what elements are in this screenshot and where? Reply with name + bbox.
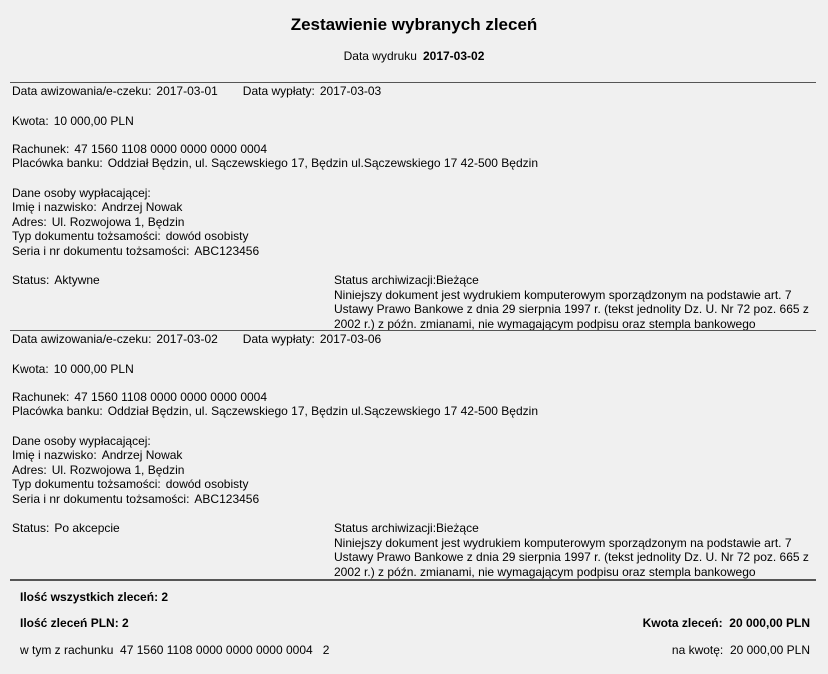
status-label: Status: <box>12 521 50 535</box>
record-status <box>12 273 100 287</box>
typ-dok-label: Typ dokumentu tożsamości: <box>12 477 161 491</box>
kwota-value: 10 000,00 PLN <box>53 362 134 376</box>
adres-value: Ul. Rozwojowa 1, Będzin <box>51 463 185 477</box>
record-seria <box>12 492 259 506</box>
record-status <box>12 521 120 535</box>
print-date-label: Data wydruku <box>343 49 417 63</box>
disclaimer: Niniejszy dokument jest wydrukiem komputerowym sporządzonym na podstawie art. 7 Ustawy Prawo Bankowe z dnia 29 sierpnia 1997 r. (tekst jednolity Dz. U. Nr 72 poz. 665 z 2002 r.) z późn. zmianami, nie wymagającym podpisu oraz stempla bankowego <box>334 535 809 579</box>
awizo-value: 2017-03-02 <box>156 332 218 346</box>
record-imie <box>12 200 182 214</box>
record-imie <box>12 448 182 462</box>
report-title: Zestawienie wybranych zleceń <box>290 15 538 34</box>
record <box>12 332 818 577</box>
placowka-value: Oddział Będzin, ul. Sączewskiego 17, Będzin ul.Sączewskiego 17 42-500 Będzin <box>107 404 538 418</box>
record-archive <box>334 273 820 331</box>
summary-account-label: w tym z rachunku <box>20 643 114 657</box>
wyplata-value: 2017-03-03 <box>319 84 382 98</box>
record-placowka <box>12 156 538 170</box>
summary-na-kwote-value: 20 000,00 PLN <box>729 643 810 657</box>
record-dates <box>12 332 381 346</box>
seria-value: ABC123456 <box>194 244 260 258</box>
record <box>12 84 818 329</box>
typ-dok-label: Typ dokumentu tożsamości: <box>12 229 161 243</box>
status-arch-label: Status archiwizacji: <box>334 273 437 287</box>
placowka-label: Placówka banku: <box>12 404 103 418</box>
record-archive <box>334 521 820 579</box>
summary-account-number: 47 1560 1108 0000 0000 0000 0004 <box>120 643 313 657</box>
awizo-label: Data awizowania/e-czeku: <box>12 84 152 98</box>
imie-value: Andrzej Nowak <box>101 200 183 214</box>
rachunek-value: 47 1560 1108 0000 0000 0000 0004 <box>74 142 268 156</box>
disclaimer: Niniejszy dokument jest wydrukiem komputerowym sporządzonym na podstawie art. 7 Ustawy Prawo Bankowe z dnia 29 sierpnia 1997 r. (tekst jednolity Dz. U. Nr 72 poz. 665 z 2002 r.) z późn. zmianami, nie wymagającym podpisu oraz stempla bankowego <box>334 287 809 331</box>
record-placowka <box>12 404 538 418</box>
summary-amount-label: Kwota zleceń: <box>642 616 723 630</box>
status-label: Status: <box>12 273 50 287</box>
record-rachunek <box>12 390 267 404</box>
seria-label: Seria i nr dokumentu tożsamości: <box>12 244 190 258</box>
dane-osoby-heading: Dane osoby wypłacającej: <box>12 186 151 200</box>
imie-label: Imię i nazwisko: <box>12 448 97 462</box>
rachunek-value: 47 1560 1108 0000 0000 0000 0004 <box>74 390 268 404</box>
adres-value: Ul. Rozwojowa 1, Będzin <box>51 215 185 229</box>
wyplata-value: 2017-03-06 <box>319 332 382 346</box>
awizo-label: Data awizowania/e-czeku: <box>12 332 152 346</box>
summary-na-kwote <box>672 643 810 657</box>
placowka-label: Placówka banku: <box>12 156 103 170</box>
wyplata-label: Data wypłaty: <box>242 84 315 98</box>
seria-value: ABC123456 <box>194 492 260 506</box>
seria-label: Seria i nr dokumentu tożsamości: <box>12 492 190 506</box>
status-arch-value: Bieżące <box>436 521 479 535</box>
kwota-value: 10 000,00 PLN <box>53 114 134 128</box>
status-arch-value: Bieżące <box>436 273 479 287</box>
record-typ-dok <box>12 477 248 491</box>
adres-label: Adres: <box>12 463 47 477</box>
summary-total: Ilość wszystkich zleceń: 2 <box>20 590 169 604</box>
rachunek-label: Rachunek: <box>12 142 70 156</box>
status-arch <box>334 273 820 288</box>
status-value: Po akcepcie <box>54 521 120 535</box>
header-divider <box>10 82 816 83</box>
record-kwota <box>12 362 134 376</box>
record-adres <box>12 215 184 229</box>
summary-account <box>20 643 329 657</box>
print-date-value: 2017-03-02 <box>422 49 485 63</box>
imie-value: Andrzej Nowak <box>101 448 183 462</box>
kwota-label: Kwota: <box>12 114 49 128</box>
wyplata-label: Data wypłaty: <box>242 332 315 346</box>
rachunek-label: Rachunek: <box>12 390 70 404</box>
placowka-value: Oddział Będzin, ul. Sączewskiego 17, Będzin ul.Sączewskiego 17 42-500 Będzin <box>107 156 538 170</box>
record-rachunek <box>12 142 267 156</box>
status-value: Aktywne <box>54 273 100 287</box>
imie-label: Imię i nazwisko: <box>12 200 97 214</box>
adres-label: Adres: <box>12 215 47 229</box>
summary-count-pln: Ilość zleceń PLN: 2 <box>20 616 129 630</box>
print-date <box>0 49 828 63</box>
record-seria <box>12 244 259 258</box>
record-typ-dok <box>12 229 248 243</box>
typ-dok-value: dowód osobisty <box>165 229 249 243</box>
status-arch <box>334 521 820 536</box>
awizo-value: 2017-03-01 <box>156 84 218 98</box>
record-adres <box>12 463 184 477</box>
kwota-label: Kwota: <box>12 362 49 376</box>
summary-account-count: 2 <box>322 643 330 657</box>
summary-amount-value: 20 000,00 PLN <box>729 616 810 630</box>
summary-divider <box>10 579 816 581</box>
typ-dok-value: dowód osobisty <box>165 477 249 491</box>
summary-amount <box>643 616 810 630</box>
record-dates <box>12 84 381 98</box>
record-divider <box>10 330 816 331</box>
status-arch-label: Status archiwizacji: <box>334 521 437 535</box>
summary-na-kwote-label: na kwotę: <box>671 643 724 657</box>
record-kwota <box>12 114 134 128</box>
dane-osoby-heading: Dane osoby wypłacającej: <box>12 434 151 448</box>
